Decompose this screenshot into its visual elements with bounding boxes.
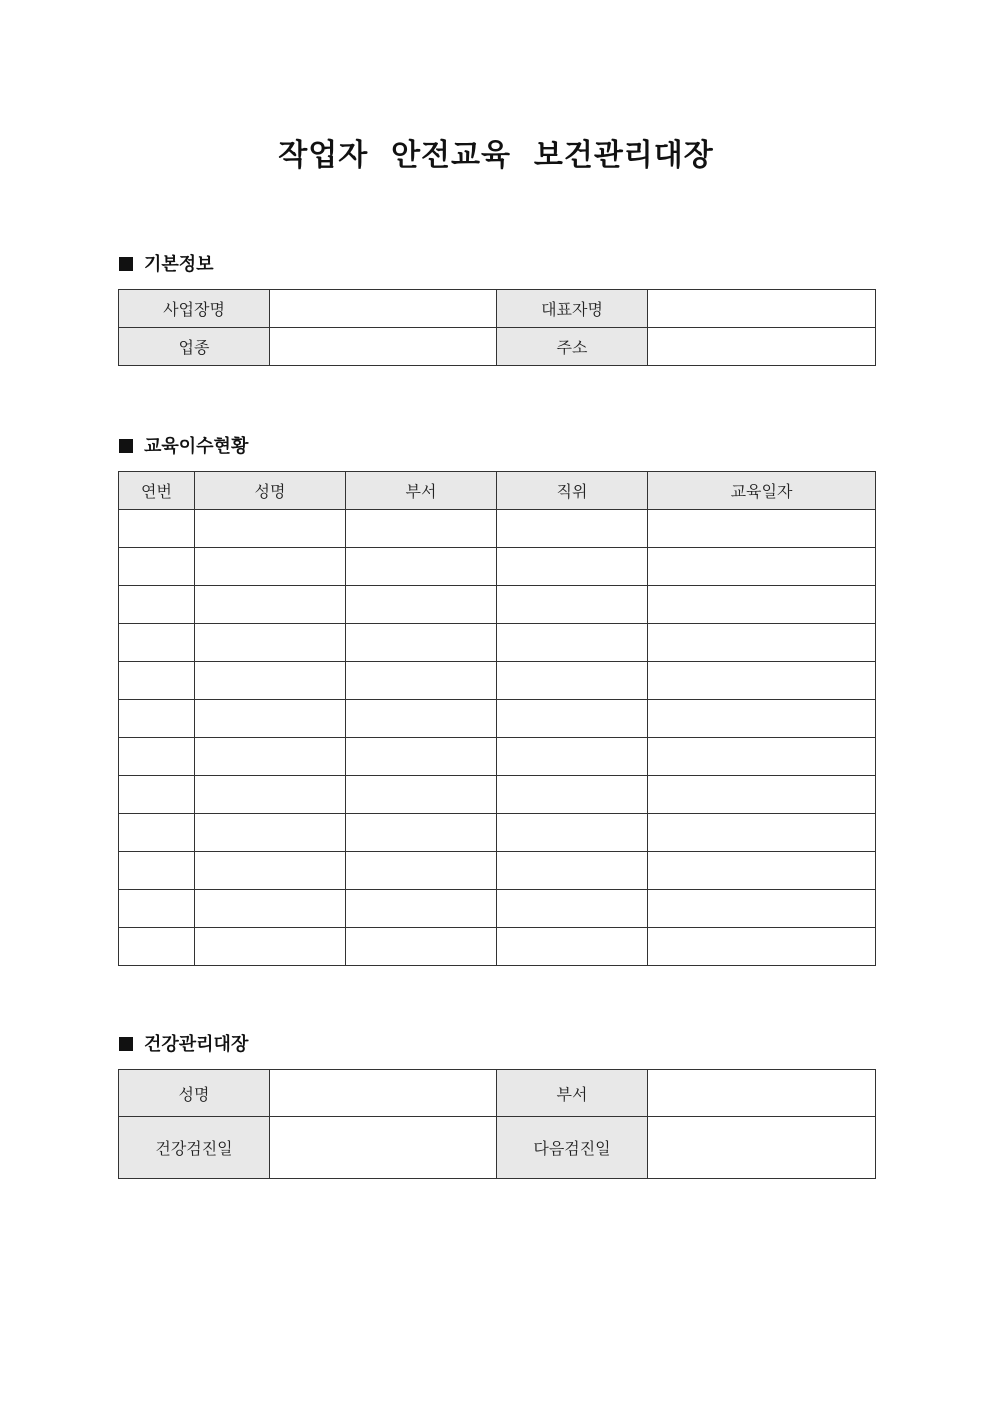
number-cell[interactable] bbox=[119, 662, 195, 700]
name-cell[interactable] bbox=[195, 814, 346, 852]
section-heading-health bbox=[119, 1033, 248, 1057]
table-row bbox=[119, 1117, 876, 1179]
representative-field[interactable] bbox=[648, 290, 876, 328]
education-date-cell[interactable] bbox=[648, 548, 876, 586]
education-table bbox=[118, 471, 876, 966]
table-row bbox=[119, 814, 876, 852]
table-row bbox=[119, 510, 876, 548]
health-table bbox=[118, 1069, 876, 1179]
education-date-cell[interactable] bbox=[648, 662, 876, 700]
table-row bbox=[119, 928, 876, 966]
column-header-education-date: 교육일자 bbox=[648, 472, 876, 510]
education-date-cell[interactable] bbox=[648, 510, 876, 548]
name-cell[interactable] bbox=[195, 890, 346, 928]
position-cell[interactable] bbox=[497, 624, 648, 662]
education-table-body bbox=[119, 510, 876, 966]
education-date-cell[interactable] bbox=[648, 624, 876, 662]
position-cell[interactable] bbox=[497, 890, 648, 928]
column-header-position: 직위 bbox=[497, 472, 648, 510]
department-cell[interactable] bbox=[346, 738, 497, 776]
table-row bbox=[119, 548, 876, 586]
number-cell[interactable] bbox=[119, 548, 195, 586]
education-date-cell[interactable] bbox=[648, 852, 876, 890]
square-bullet-icon bbox=[119, 439, 133, 453]
name-cell[interactable] bbox=[195, 776, 346, 814]
square-bullet-icon bbox=[119, 1037, 133, 1051]
business-name-field[interactable] bbox=[270, 290, 497, 328]
section-heading-label: 기본정보 bbox=[144, 254, 214, 275]
section-heading-label: 건강관리대장 bbox=[144, 1034, 249, 1055]
section-heading-basic-info bbox=[119, 253, 214, 277]
department-cell[interactable] bbox=[346, 890, 497, 928]
section-heading-education bbox=[119, 435, 248, 459]
department-cell[interactable] bbox=[346, 814, 497, 852]
position-cell[interactable] bbox=[497, 586, 648, 624]
name-cell[interactable] bbox=[195, 510, 346, 548]
table-header-row bbox=[119, 472, 876, 510]
department-label: 부서 bbox=[497, 1070, 648, 1117]
name-cell[interactable] bbox=[195, 548, 346, 586]
number-cell[interactable] bbox=[119, 624, 195, 662]
name-cell[interactable] bbox=[195, 852, 346, 890]
table-row bbox=[119, 738, 876, 776]
name-cell[interactable] bbox=[195, 586, 346, 624]
department-cell[interactable] bbox=[346, 510, 497, 548]
education-date-cell[interactable] bbox=[648, 890, 876, 928]
education-date-cell[interactable] bbox=[648, 814, 876, 852]
table-row bbox=[119, 1070, 876, 1117]
number-cell[interactable] bbox=[119, 814, 195, 852]
basic-info-table bbox=[118, 289, 876, 366]
industry-field[interactable] bbox=[270, 328, 497, 366]
checkup-date-field[interactable] bbox=[270, 1117, 497, 1179]
table-row bbox=[119, 776, 876, 814]
industry-label: 업종 bbox=[119, 328, 270, 366]
department-cell[interactable] bbox=[346, 548, 497, 586]
position-cell[interactable] bbox=[497, 814, 648, 852]
department-cell[interactable] bbox=[346, 662, 497, 700]
number-cell[interactable] bbox=[119, 738, 195, 776]
name-label: 성명 bbox=[119, 1070, 270, 1117]
education-date-cell[interactable] bbox=[648, 776, 876, 814]
name-cell[interactable] bbox=[195, 928, 346, 966]
name-cell[interactable] bbox=[195, 738, 346, 776]
representative-label: 대표자명 bbox=[497, 290, 648, 328]
position-cell[interactable] bbox=[497, 700, 648, 738]
address-label: 주소 bbox=[497, 328, 648, 366]
department-cell[interactable] bbox=[346, 586, 497, 624]
education-date-cell[interactable] bbox=[648, 586, 876, 624]
department-cell[interactable] bbox=[346, 624, 497, 662]
number-cell[interactable] bbox=[119, 928, 195, 966]
page-title: 작업자 안전교육 보건관리대장 bbox=[278, 138, 714, 173]
department-cell[interactable] bbox=[346, 776, 497, 814]
name-field[interactable] bbox=[270, 1070, 497, 1117]
address-field[interactable] bbox=[648, 328, 876, 366]
number-cell[interactable] bbox=[119, 852, 195, 890]
next-checkup-field[interactable] bbox=[648, 1117, 876, 1179]
section-heading-label: 교육이수현황 bbox=[144, 436, 249, 457]
number-cell[interactable] bbox=[119, 776, 195, 814]
table-row bbox=[119, 662, 876, 700]
number-cell[interactable] bbox=[119, 890, 195, 928]
department-cell[interactable] bbox=[346, 852, 497, 890]
position-cell[interactable] bbox=[497, 662, 648, 700]
column-header-number: 연번 bbox=[119, 472, 195, 510]
name-cell[interactable] bbox=[195, 700, 346, 738]
department-cell[interactable] bbox=[346, 700, 497, 738]
table-row bbox=[119, 852, 876, 890]
table-row bbox=[119, 586, 876, 624]
number-cell[interactable] bbox=[119, 700, 195, 738]
education-date-cell[interactable] bbox=[648, 928, 876, 966]
number-cell[interactable] bbox=[119, 586, 195, 624]
position-cell[interactable] bbox=[497, 510, 648, 548]
department-cell[interactable] bbox=[346, 928, 497, 966]
checkup-date-label: 건강검진일 bbox=[119, 1117, 270, 1179]
name-cell[interactable] bbox=[195, 662, 346, 700]
table-row bbox=[119, 328, 876, 366]
number-cell[interactable] bbox=[119, 510, 195, 548]
square-bullet-icon bbox=[119, 257, 133, 271]
department-field[interactable] bbox=[648, 1070, 876, 1117]
position-cell[interactable] bbox=[497, 738, 648, 776]
position-cell[interactable] bbox=[497, 776, 648, 814]
table-row bbox=[119, 700, 876, 738]
position-cell[interactable] bbox=[497, 928, 648, 966]
column-header-name: 성명 bbox=[195, 472, 346, 510]
name-cell[interactable] bbox=[195, 624, 346, 662]
education-date-cell[interactable] bbox=[648, 738, 876, 776]
business-name-label: 사업장명 bbox=[119, 290, 270, 328]
position-cell[interactable] bbox=[497, 548, 648, 586]
table-row bbox=[119, 290, 876, 328]
next-checkup-label: 다음검진일 bbox=[497, 1117, 648, 1179]
table-row bbox=[119, 624, 876, 662]
position-cell[interactable] bbox=[497, 852, 648, 890]
table-row bbox=[119, 890, 876, 928]
column-header-department: 부서 bbox=[346, 472, 497, 510]
education-date-cell[interactable] bbox=[648, 700, 876, 738]
